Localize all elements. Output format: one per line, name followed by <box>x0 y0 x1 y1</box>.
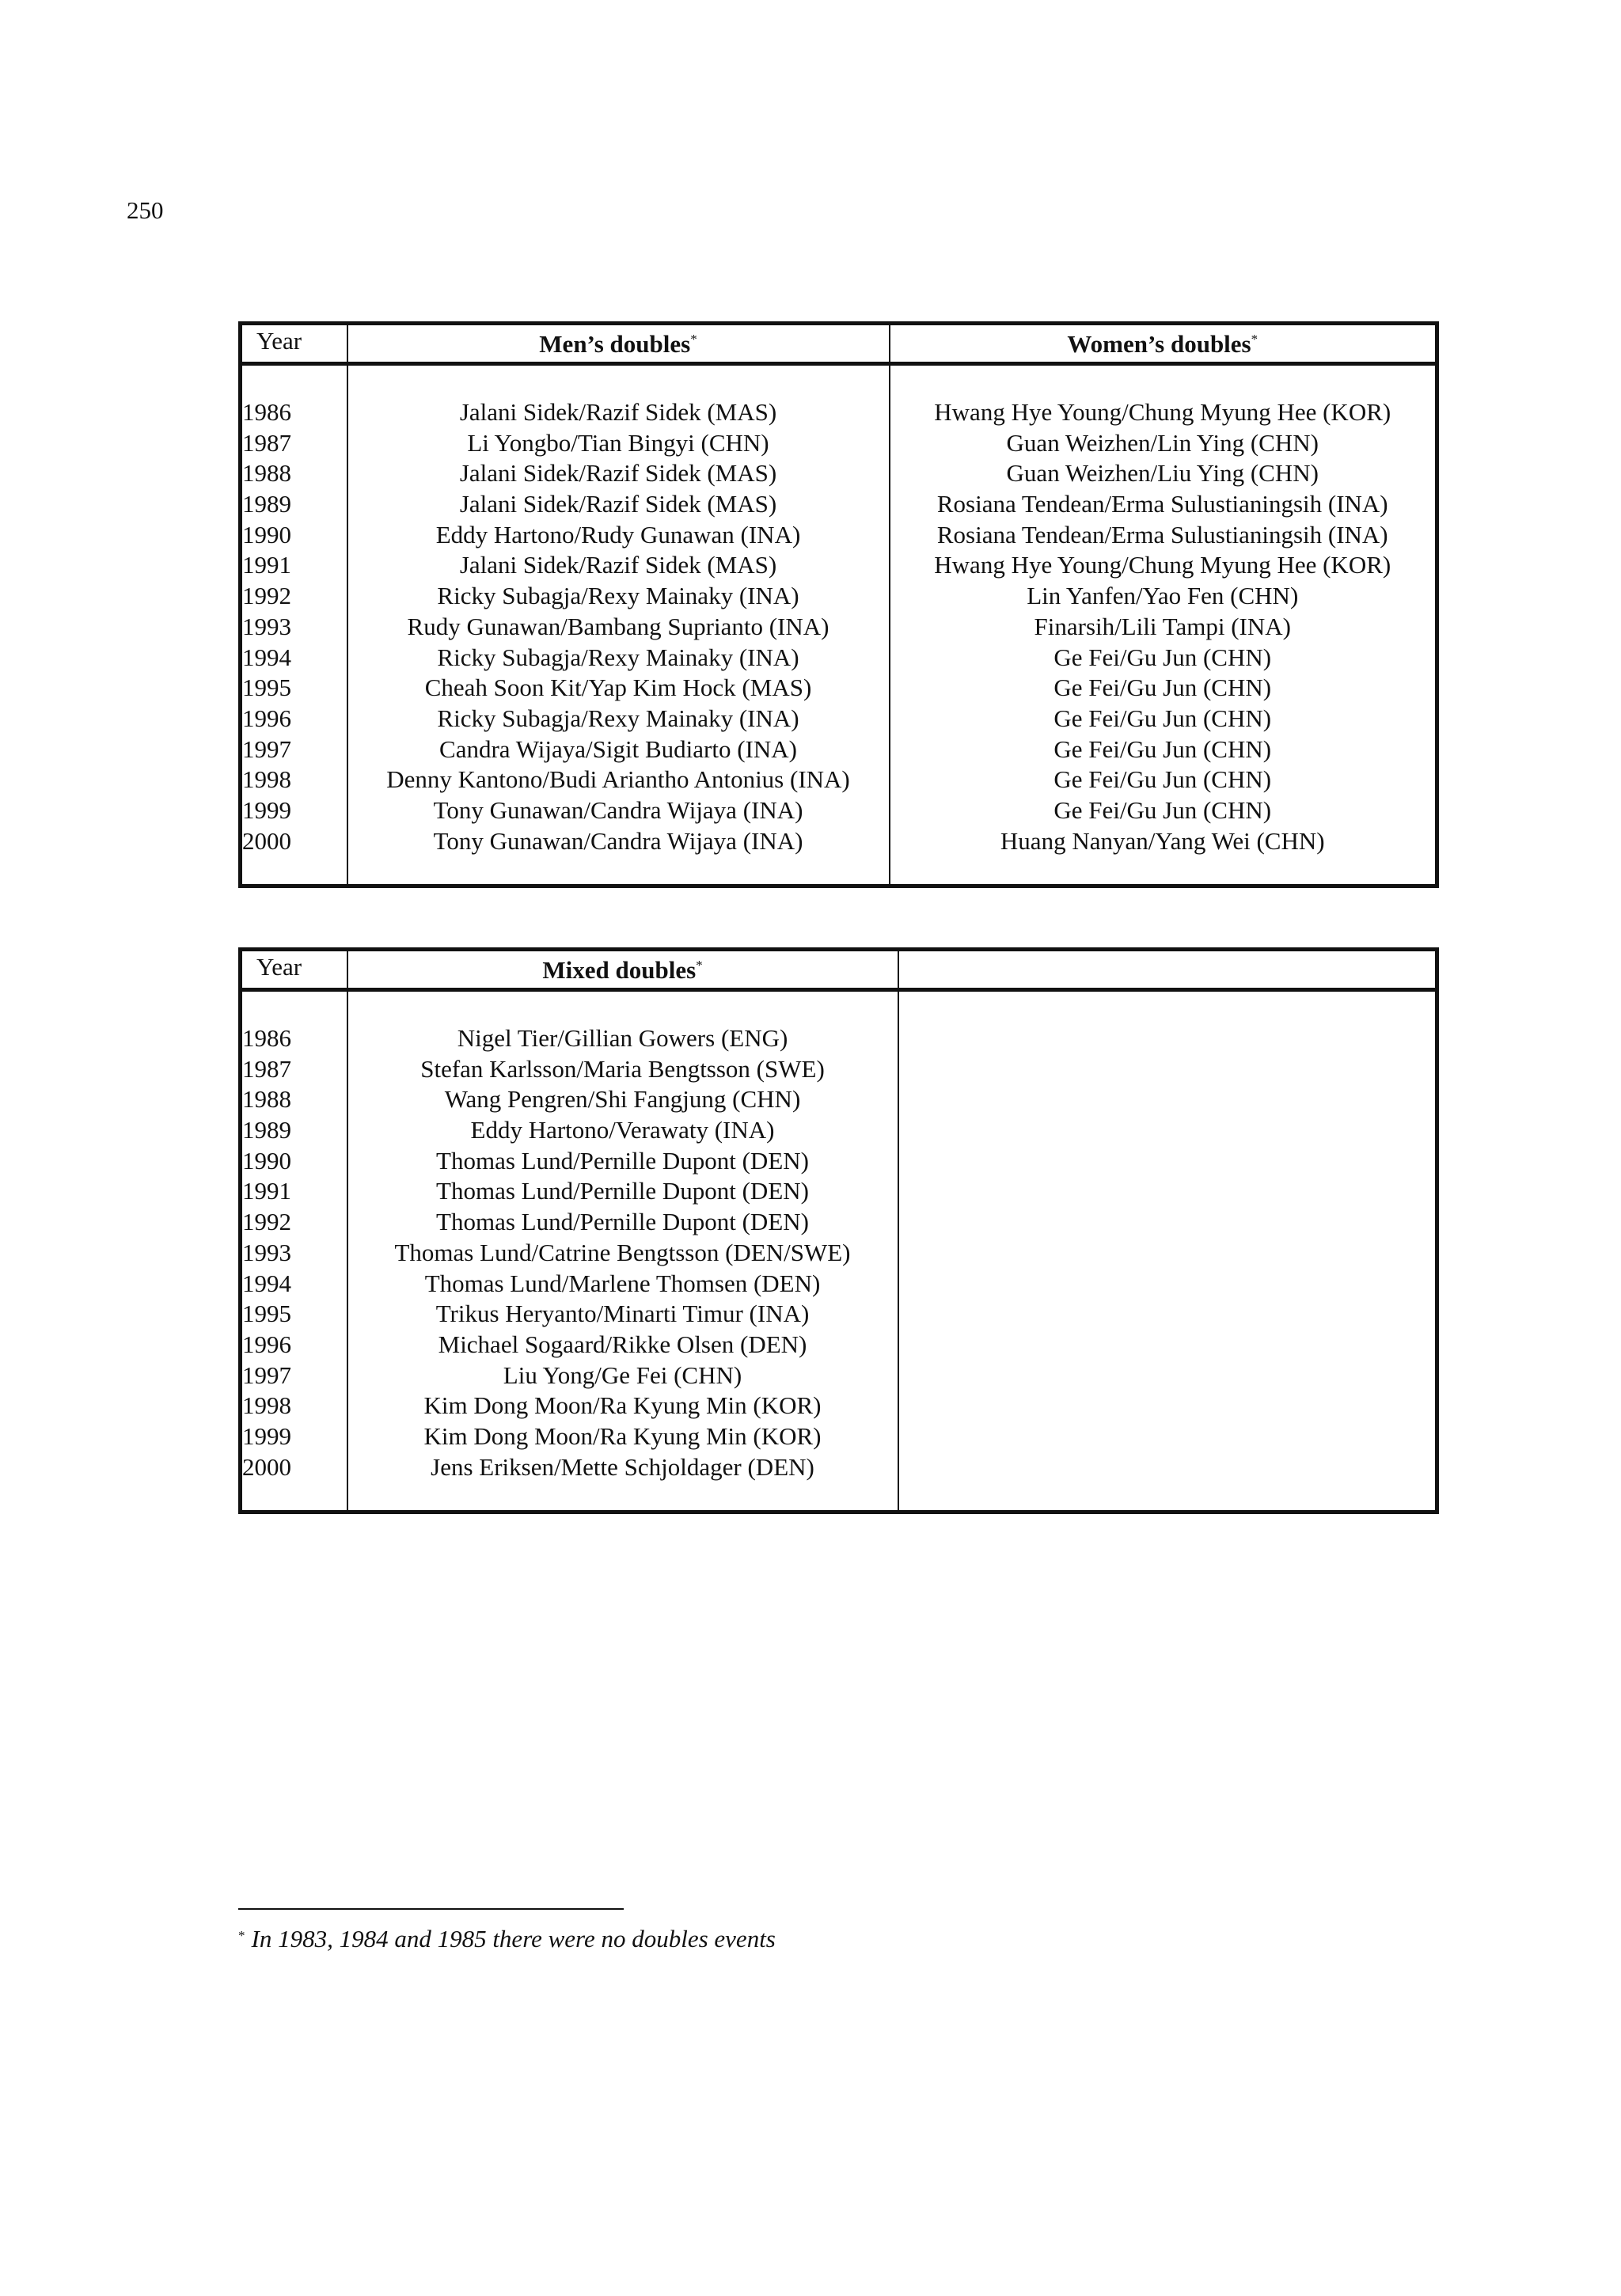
year-column <box>241 364 347 886</box>
mixed-doubles-cell: Trikus Heryanto/Minarti Timur (INA) <box>435 1300 810 1328</box>
womens-doubles-cell: Ge Fei/Gu Jun (CHN) <box>1053 795 1272 824</box>
womens-doubles-cell: Huang Nanyan/Yang Wei (CHN) <box>1000 826 1325 855</box>
mixed-doubles-cell: Michael Sogaard/Rikke Olsen (DEN) <box>438 1330 807 1358</box>
mens-doubles-cell: Candra Wijaya/Sigit Budiarto (INA) <box>439 734 797 763</box>
womens-doubles-cell: Guan Weizhen/Liu Ying (CHN) <box>1006 459 1319 488</box>
mens-doubles-cell: Cheah Soon Kit/Yap Kim Hock (MAS) <box>424 674 812 702</box>
mens-doubles-cell: Jalani Sidek/Razif Sidek (MAS) <box>459 459 777 488</box>
doubles-results-table <box>238 321 1439 888</box>
mixed-doubles-results-table <box>238 947 1439 1514</box>
page-number: 250 <box>127 196 164 224</box>
mens-doubles-cell: Ricky Subagja/Rexy Mainaky (INA) <box>437 704 799 732</box>
footnote-marker: * <box>238 1928 245 1943</box>
womens-doubles-cell: Ge Fei/Gu Jun (CHN) <box>1053 765 1272 794</box>
year-cell: 1996 <box>242 1330 291 1358</box>
mixed-doubles-cell: Thomas Lund/Catrine Bengtsson (DEN/SWE) <box>394 1238 851 1266</box>
mixed-doubles-cell: Thomas Lund/Pernille Dupont (DEN) <box>436 1208 809 1236</box>
mixed-doubles-cell: Eddy Hartono/Verawaty (INA) <box>470 1116 775 1144</box>
year-cell: 1993 <box>242 1238 291 1266</box>
mens-doubles-cell: Tony Gunawan/Candra Wijaya (INA) <box>433 795 803 824</box>
table-body-row <box>241 364 1437 886</box>
mixed-doubles-cell: Liu Yong/Ge Fei (CHN) <box>503 1361 742 1389</box>
mens-doubles-cell: Jalani Sidek/Razif Sidek (MAS) <box>459 490 777 518</box>
year-cell: 1987 <box>242 1054 291 1083</box>
womens-doubles-cell: Finarsih/Lili Tampi (INA) <box>1034 612 1291 640</box>
year-cell: 1996 <box>242 704 291 732</box>
mens-doubles-cell: Denny Kantono/Budi Ariantho Antonius (INA) <box>386 765 850 794</box>
year-cell: 1991 <box>242 1177 291 1205</box>
mens-doubles-cell: Eddy Hartono/Rudy Gunawan (INA) <box>435 520 801 548</box>
mixed-doubles-cell: Nigel Tier/Gillian Gowers (ENG) <box>457 1024 788 1052</box>
mens-doubles-cell: Li Yongbo/Tian Bingyi (CHN) <box>467 428 769 457</box>
year-cell: 1998 <box>242 765 291 794</box>
footnote <box>238 1925 776 1953</box>
mens-doubles-cell: Rudy Gunawan/Bambang Suprianto (INA) <box>407 612 829 640</box>
year-cell: 2000 <box>242 826 291 855</box>
womens-doubles-cell: Ge Fei/Gu Jun (CHN) <box>1053 674 1272 702</box>
year-cell: 1987 <box>242 428 291 457</box>
year-cell: 1995 <box>242 1300 291 1328</box>
footnote-divider <box>238 1908 624 1910</box>
year-cell: 1998 <box>242 1391 291 1420</box>
mixed-doubles-cell: Kim Dong Moon/Ra Kyung Min (KOR) <box>423 1421 822 1450</box>
mixed-doubles-cell: Thomas Lund/Pernille Dupont (DEN) <box>436 1177 809 1205</box>
womens-doubles-cell: Ge Fei/Gu Jun (CHN) <box>1053 704 1272 732</box>
mens-doubles-cell: Ricky Subagja/Rexy Mainaky (INA) <box>437 582 799 610</box>
year-column <box>241 990 347 1512</box>
mens-doubles-cell: Ricky Subagja/Rexy Mainaky (INA) <box>437 643 799 671</box>
year-cell: 1986 <box>242 398 291 426</box>
empty-column-header <box>898 950 1437 990</box>
mixed-doubles-cell: Thomas Lund/Marlene Thomsen (DEN) <box>424 1269 821 1297</box>
womens-doubles-cell: Ge Fei/Gu Jun (CHN) <box>1053 643 1272 671</box>
year-column-header: Year <box>241 324 347 364</box>
womens-doubles-cell: Hwang Hye Young/Chung Myung Hee (KOR) <box>934 551 1391 579</box>
year-cell: 1992 <box>242 1208 291 1236</box>
year-cell: 1990 <box>242 520 291 548</box>
womens-doubles-column <box>890 364 1437 886</box>
year-cell: 1993 <box>242 612 291 640</box>
year-cell: 1999 <box>242 795 291 824</box>
year-cell: 1988 <box>242 459 291 488</box>
year-cell: 1994 <box>242 1269 291 1297</box>
womens-doubles-cell: Lin Yanfen/Yao Fen (CHN) <box>1027 582 1299 610</box>
table-body-row <box>241 990 1437 1512</box>
year-cell: 1995 <box>242 674 291 702</box>
womens-doubles-cell: Guan Weizhen/Lin Ying (CHN) <box>1006 428 1319 457</box>
womens-doubles-cell: Rosiana Tendean/Erma Sulustianingsih (INA) <box>936 490 1388 518</box>
year-cell: 1986 <box>242 1024 291 1052</box>
mens-doubles-header: Men’s doubles* <box>347 324 890 364</box>
year-cell: 1991 <box>242 551 291 579</box>
mens-doubles-cell: Jalani Sidek/Razif Sidek (MAS) <box>459 551 777 579</box>
womens-doubles-header: Women’s doubles* <box>890 324 1437 364</box>
footnote-marker: * <box>696 958 703 973</box>
table-header-row <box>241 324 1437 364</box>
year-cell: 1999 <box>242 1421 291 1450</box>
empty-column <box>898 990 1437 1512</box>
mixed-doubles-cell: Kim Dong Moon/Ra Kyung Min (KOR) <box>423 1391 822 1420</box>
footnote-marker: * <box>1251 332 1258 347</box>
footnote-text: In 1983, 1984 and 1985 there were no doubles events <box>251 1925 776 1953</box>
year-cell: 1990 <box>242 1146 291 1175</box>
year-cell: 1994 <box>242 643 291 671</box>
table-header-row <box>241 950 1437 990</box>
year-cell: 1997 <box>242 734 291 763</box>
year-cell: 1989 <box>242 1116 291 1144</box>
year-cell: 1992 <box>242 582 291 610</box>
womens-doubles-cell: Rosiana Tendean/Erma Sulustianingsih (INA) <box>936 520 1388 548</box>
womens-doubles-cell: Hwang Hye Young/Chung Myung Hee (KOR) <box>934 398 1391 426</box>
year-column-header: Year <box>241 950 347 990</box>
womens-doubles-cell: Ge Fei/Gu Jun (CHN) <box>1053 734 1272 763</box>
mixed-doubles-cell: Thomas Lund/Pernille Dupont (DEN) <box>436 1146 809 1175</box>
mixed-doubles-cell: Wang Pengren/Shi Fangjung (CHN) <box>444 1085 801 1114</box>
footnote-marker: * <box>690 332 697 347</box>
year-cell: 1997 <box>242 1361 291 1389</box>
year-cell: 1988 <box>242 1085 291 1114</box>
mens-doubles-cell: Jalani Sidek/Razif Sidek (MAS) <box>459 398 777 426</box>
mixed-doubles-cell: Jens Eriksen/Mette Schjoldager (DEN) <box>431 1452 814 1481</box>
mens-doubles-column <box>347 364 890 886</box>
year-cell: 1989 <box>242 490 291 518</box>
year-cell: 2000 <box>242 1452 291 1481</box>
mixed-doubles-cell: Stefan Karlsson/Maria Bengtsson (SWE) <box>420 1054 825 1083</box>
mens-doubles-cell: Tony Gunawan/Candra Wijaya (INA) <box>433 826 803 855</box>
mixed-doubles-column <box>347 990 898 1512</box>
mixed-doubles-header: Mixed doubles* <box>347 950 898 990</box>
